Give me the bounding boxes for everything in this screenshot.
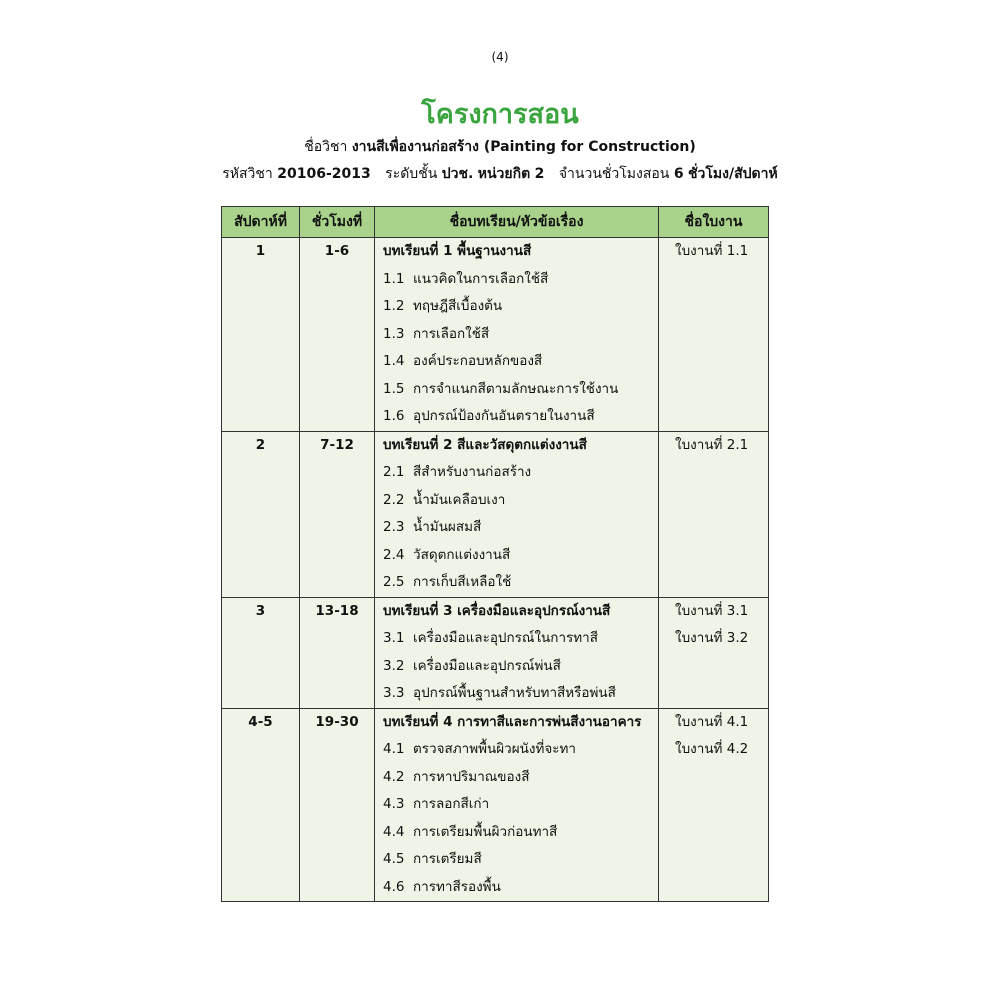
topic-number: 1.6 xyxy=(383,408,405,424)
hour-range: 19-30 xyxy=(315,713,359,730)
hours-cell xyxy=(300,653,375,681)
table-row xyxy=(222,680,769,708)
week-cell xyxy=(222,487,300,515)
worksheet-name: ใบงานที่ 4.2 xyxy=(675,741,749,757)
topic-item xyxy=(375,736,658,764)
topic-cell xyxy=(375,597,659,625)
hours-cell xyxy=(300,376,375,404)
empty-cell xyxy=(222,266,299,294)
topic-number: 4.1 xyxy=(383,741,405,757)
topic-cell xyxy=(375,764,659,792)
header-week: สัปดาห์ที่ xyxy=(222,207,300,238)
topic-cell xyxy=(375,403,659,431)
empty-cell xyxy=(300,459,374,487)
hours-cell xyxy=(300,625,375,653)
hours-cell xyxy=(300,293,375,321)
topic-cell xyxy=(375,625,659,653)
topic-cell xyxy=(375,819,659,847)
hours-cell xyxy=(300,238,375,266)
level-value: ปวช. xyxy=(441,166,474,182)
topic-number: 2.3 xyxy=(383,519,405,535)
empty-cell xyxy=(659,569,768,597)
table-row xyxy=(222,791,769,819)
topic-text: น้ำมันเคลือบเงา xyxy=(413,491,506,508)
empty-cell xyxy=(222,819,299,847)
empty-cell xyxy=(659,293,768,321)
topic-text: การเก็บสีเหลือใช้ xyxy=(413,574,512,590)
worksheet-cell xyxy=(659,514,769,542)
topic-text: การเตรียมพื้นผิวก่อนทาสี xyxy=(413,823,558,840)
worksheet-name: ใบงานที่ 3.1 xyxy=(675,602,749,619)
table-row xyxy=(222,819,769,847)
topic-number: 2.5 xyxy=(383,574,405,590)
empty-cell xyxy=(300,514,374,542)
empty-cell xyxy=(300,819,374,847)
empty-cell xyxy=(222,376,299,404)
topic-number: 2.4 xyxy=(383,546,405,563)
topic-number: 3.1 xyxy=(383,630,405,646)
topic-cell xyxy=(375,846,659,874)
topic-item xyxy=(375,819,658,847)
topic-cell xyxy=(375,487,659,515)
topic-text: อุปกรณ์พื้นฐานสำหรับทาสีหรือพ่นสี xyxy=(413,685,616,701)
topic-item xyxy=(375,348,658,376)
worksheet-cell xyxy=(659,846,769,874)
worksheet-cell xyxy=(659,542,769,570)
empty-cell xyxy=(222,569,299,597)
empty-cell xyxy=(659,514,768,542)
topic-number: 3.2 xyxy=(383,657,405,674)
topic-text: การหาปริมาณของสี xyxy=(413,768,530,785)
empty-cell xyxy=(659,819,768,847)
week-cell xyxy=(222,708,300,736)
empty-cell xyxy=(659,376,768,404)
level-label: ระดับชั้น xyxy=(385,166,438,182)
hours-value: 6 xyxy=(673,166,684,182)
week-cell xyxy=(222,514,300,542)
topic-cell xyxy=(375,348,659,376)
hours-cell xyxy=(300,874,375,902)
topic-number: 1.2 xyxy=(383,298,405,314)
hours-cell xyxy=(300,597,375,625)
topic-number: 2.1 xyxy=(383,464,405,480)
hours-cell xyxy=(300,321,375,349)
worksheet-cell xyxy=(659,459,769,487)
table-row xyxy=(222,403,769,431)
topic-number: 1.1 xyxy=(383,270,405,287)
empty-cell xyxy=(222,653,299,681)
hours-unit: ชั่วโมง/สัปดาห์ xyxy=(688,166,778,182)
worksheet-name: ใบงานที่ 3.2 xyxy=(675,630,749,646)
empty-cell xyxy=(300,653,374,681)
week-cell xyxy=(222,376,300,404)
hours-cell xyxy=(300,569,375,597)
topic-cell xyxy=(375,376,659,404)
empty-cell xyxy=(300,403,374,431)
week-cell xyxy=(222,846,300,874)
week-cell xyxy=(222,348,300,376)
topic-number: 2.2 xyxy=(383,491,405,508)
week-cell xyxy=(222,764,300,792)
topic-cell xyxy=(375,680,659,708)
worksheet-cell xyxy=(659,874,769,902)
worksheet-cell xyxy=(659,431,769,459)
empty-cell xyxy=(659,348,768,376)
topic-text: การลอกสีเก่า xyxy=(413,796,490,812)
topic-text: การเตรียมสี xyxy=(413,851,482,867)
empty-cell xyxy=(222,403,299,431)
empty-cell xyxy=(300,487,374,515)
hours-cell xyxy=(300,348,375,376)
lesson-title: บทเรียนที่ 1 พื้นฐานงานสี xyxy=(383,243,532,259)
table-row xyxy=(222,514,769,542)
empty-cell xyxy=(222,293,299,321)
topic-cell xyxy=(375,266,659,294)
empty-cell xyxy=(659,791,768,819)
topic-number: 4.6 xyxy=(383,878,405,895)
topic-cell xyxy=(375,514,659,542)
topic-text: ตรวจสภาพพื้นผิวผนังที่จะทา xyxy=(413,741,577,757)
worksheet-cell xyxy=(659,487,769,515)
empty-cell xyxy=(659,846,768,874)
hours-label: จำนวนชั่วโมงสอน xyxy=(558,166,670,182)
topic-cell xyxy=(375,321,659,349)
hours-cell xyxy=(300,764,375,792)
topic-text: เครื่องมือและอุปกรณ์ในการทาสี xyxy=(413,630,598,646)
week-cell xyxy=(222,293,300,321)
topic-cell xyxy=(375,293,659,321)
worksheet-cell xyxy=(659,653,769,681)
topic-item xyxy=(375,680,658,708)
topic-item xyxy=(375,266,658,294)
table-row xyxy=(222,238,769,266)
lesson-title: บทเรียนที่ 2 สีและวัสดุตกแต่งงานสี xyxy=(383,436,587,453)
topic-cell xyxy=(375,569,659,597)
hours-cell xyxy=(300,514,375,542)
table-row xyxy=(222,321,769,349)
table-row xyxy=(222,487,769,515)
topic-text: วัสดุตกแต่งงานสี xyxy=(413,546,511,563)
empty-cell xyxy=(300,680,374,708)
empty-cell xyxy=(222,764,299,792)
topic-item xyxy=(375,653,658,681)
empty-cell xyxy=(222,736,299,764)
empty-cell xyxy=(300,625,374,653)
worksheet-cell xyxy=(659,791,769,819)
worksheet-name: ใบงานที่ 2.1 xyxy=(675,436,749,453)
empty-cell xyxy=(222,514,299,542)
table-row xyxy=(222,293,769,321)
topic-item xyxy=(375,874,658,902)
lesson-title: บทเรียนที่ 3 เครื่องมือและอุปกรณ์งานสี xyxy=(383,602,611,619)
page-title: โครงการสอน xyxy=(421,99,579,130)
header-lesson-topic: ชื่อบทเรียน/หัวข้อเรื่อง xyxy=(375,207,659,238)
topic-item xyxy=(375,403,658,431)
course-info-line xyxy=(0,163,1000,185)
empty-cell xyxy=(659,266,768,294)
topic-cell xyxy=(375,708,659,736)
empty-cell xyxy=(659,487,768,515)
empty-cell xyxy=(222,846,299,874)
empty-cell xyxy=(222,348,299,376)
hour-range: 13-18 xyxy=(315,602,359,619)
topic-number: 1.4 xyxy=(383,353,405,369)
week-cell xyxy=(222,874,300,902)
topic-text: องค์ประกอบหลักของสี xyxy=(413,353,543,369)
worksheet-cell xyxy=(659,266,769,294)
hours-cell xyxy=(300,819,375,847)
empty-cell xyxy=(659,321,768,349)
table-row xyxy=(222,708,769,736)
topic-text: การทาสีรองพื้น xyxy=(413,878,501,895)
week-cell xyxy=(222,542,300,570)
week-number: 1 xyxy=(255,243,266,259)
empty-cell xyxy=(659,874,768,902)
topic-cell xyxy=(375,542,659,570)
empty-cell xyxy=(300,764,374,792)
worksheet-cell xyxy=(659,736,769,764)
week-cell xyxy=(222,597,300,625)
topic-text: การจำแนกสีตามลักษณะการใช้งาน xyxy=(413,380,619,397)
table-row xyxy=(222,431,769,459)
topic-cell xyxy=(375,459,659,487)
topic-item xyxy=(375,321,658,349)
table-row xyxy=(222,653,769,681)
page-number: (4) xyxy=(491,50,509,64)
topic-cell xyxy=(375,736,659,764)
empty-cell xyxy=(300,348,374,376)
hour-range: 7-12 xyxy=(320,436,354,453)
topic-number: 4.3 xyxy=(383,796,405,812)
worksheet-cell xyxy=(659,376,769,404)
topic-number: 4.2 xyxy=(383,768,405,785)
worksheet-cell xyxy=(659,819,769,847)
topic-item xyxy=(375,514,658,542)
table-row xyxy=(222,569,769,597)
empty-cell xyxy=(222,680,299,708)
topic-number: 4.4 xyxy=(383,823,405,840)
table-row xyxy=(222,376,769,404)
table-row xyxy=(222,459,769,487)
worksheet-cell xyxy=(659,680,769,708)
empty-cell xyxy=(659,542,768,570)
topic-item xyxy=(375,293,658,321)
empty-cell xyxy=(300,791,374,819)
topic-item xyxy=(375,846,658,874)
table-row xyxy=(222,542,769,570)
lesson-title: บทเรียนที่ 4 การทาสีและการพ่นสีงานอาคาร xyxy=(383,713,642,730)
empty-cell xyxy=(222,321,299,349)
table-row xyxy=(222,846,769,874)
topic-text: แนวคิดในการเลือกใช้สี xyxy=(413,270,549,287)
hours-cell xyxy=(300,403,375,431)
course-code-label: รหัสวิชา xyxy=(222,166,273,182)
week-cell xyxy=(222,569,300,597)
week-number: 4-5 xyxy=(248,713,273,730)
topic-text: ทฤษฎีสีเบื้องต้น xyxy=(413,298,503,314)
credit-label: หน่วยกิต xyxy=(477,166,531,182)
topic-number: 1.3 xyxy=(383,325,405,342)
table-row xyxy=(222,597,769,625)
empty-cell xyxy=(300,569,374,597)
table-row xyxy=(222,764,769,792)
schedule-table xyxy=(221,206,769,902)
hours-cell xyxy=(300,459,375,487)
worksheet-cell xyxy=(659,348,769,376)
empty-cell xyxy=(222,487,299,515)
week-cell xyxy=(222,321,300,349)
topic-cell xyxy=(375,431,659,459)
topic-cell xyxy=(375,653,659,681)
week-cell xyxy=(222,459,300,487)
worksheet-cell xyxy=(659,764,769,792)
week-number: 2 xyxy=(255,436,266,453)
week-number: 3 xyxy=(255,602,266,619)
worksheet-cell xyxy=(659,321,769,349)
topic-item xyxy=(375,764,658,792)
topic-number: 4.5 xyxy=(383,851,405,867)
worksheet-cell xyxy=(659,403,769,431)
hours-cell xyxy=(300,487,375,515)
week-cell xyxy=(222,653,300,681)
worksheet-name: ใบงานที่ 4.1 xyxy=(675,713,749,730)
topic-text: การเลือกใช้สี xyxy=(413,325,490,342)
worksheet-name: ใบงานที่ 1.1 xyxy=(675,243,749,259)
topic-text: สีสำหรับงานก่อสร้าง xyxy=(413,464,532,480)
empty-cell xyxy=(300,266,374,294)
table-body xyxy=(222,238,769,902)
week-cell xyxy=(222,431,300,459)
table-row xyxy=(222,348,769,376)
hours-cell xyxy=(300,542,375,570)
topic-item xyxy=(375,459,658,487)
hours-cell xyxy=(300,708,375,736)
topic-cell xyxy=(375,874,659,902)
table-row xyxy=(222,736,769,764)
empty-cell xyxy=(300,293,374,321)
empty-cell xyxy=(222,625,299,653)
empty-cell xyxy=(659,403,768,431)
topic-item xyxy=(375,569,658,597)
empty-cell xyxy=(222,459,299,487)
topic-item xyxy=(375,487,658,515)
hours-cell xyxy=(300,680,375,708)
worksheet-cell xyxy=(659,293,769,321)
credit-value: 2 xyxy=(534,166,545,182)
subject-label: ชื่อวิชา xyxy=(304,139,348,155)
topic-text: เครื่องมือและอุปกรณ์พ่นสี xyxy=(413,657,561,674)
worksheet-cell xyxy=(659,238,769,266)
empty-cell xyxy=(300,376,374,404)
empty-cell xyxy=(222,874,299,902)
hours-cell xyxy=(300,736,375,764)
table-row xyxy=(222,625,769,653)
table-row xyxy=(222,874,769,902)
table-header-row xyxy=(222,207,769,238)
course-code: 20106-2013 xyxy=(277,166,371,182)
hours-cell xyxy=(300,431,375,459)
empty-cell xyxy=(300,846,374,874)
worksheet-cell xyxy=(659,708,769,736)
topic-cell xyxy=(375,791,659,819)
empty-cell xyxy=(300,542,374,570)
empty-cell xyxy=(222,542,299,570)
empty-cell xyxy=(222,791,299,819)
worksheet-cell xyxy=(659,625,769,653)
week-cell xyxy=(222,736,300,764)
hours-cell xyxy=(300,846,375,874)
header-hours: ชั่วโมงที่ xyxy=(300,207,375,238)
week-cell xyxy=(222,403,300,431)
header-worksheet: ชื่อใบงาน xyxy=(659,207,769,238)
worksheet-cell xyxy=(659,597,769,625)
empty-cell xyxy=(300,321,374,349)
table-row xyxy=(222,266,769,294)
empty-cell xyxy=(659,653,768,681)
topic-text: อุปกรณ์ป้องกันอันตรายในงานสี xyxy=(413,408,595,424)
worksheet-cell xyxy=(659,569,769,597)
topic-item xyxy=(375,376,658,404)
topic-number: 3.3 xyxy=(383,685,405,701)
hours-cell xyxy=(300,266,375,294)
hour-range: 1-6 xyxy=(324,243,350,259)
empty-cell xyxy=(659,764,768,792)
topic-item xyxy=(375,625,658,653)
empty-cell xyxy=(659,459,768,487)
week-cell xyxy=(222,625,300,653)
week-cell xyxy=(222,819,300,847)
topic-number: 1.5 xyxy=(383,380,405,397)
empty-cell xyxy=(300,736,374,764)
empty-cell xyxy=(659,680,768,708)
hours-cell xyxy=(300,791,375,819)
week-cell xyxy=(222,238,300,266)
topic-text: น้ำมันผสมสี xyxy=(413,519,482,535)
empty-cell xyxy=(300,874,374,902)
week-cell xyxy=(222,266,300,294)
subject-line xyxy=(0,136,1000,158)
topic-item xyxy=(375,791,658,819)
topic-item xyxy=(375,542,658,570)
topic-cell xyxy=(375,238,659,266)
week-cell xyxy=(222,680,300,708)
subject-name: งานสีเพื่องานก่อสร้าง (Painting for Construction) xyxy=(351,139,696,155)
week-cell xyxy=(222,791,300,819)
